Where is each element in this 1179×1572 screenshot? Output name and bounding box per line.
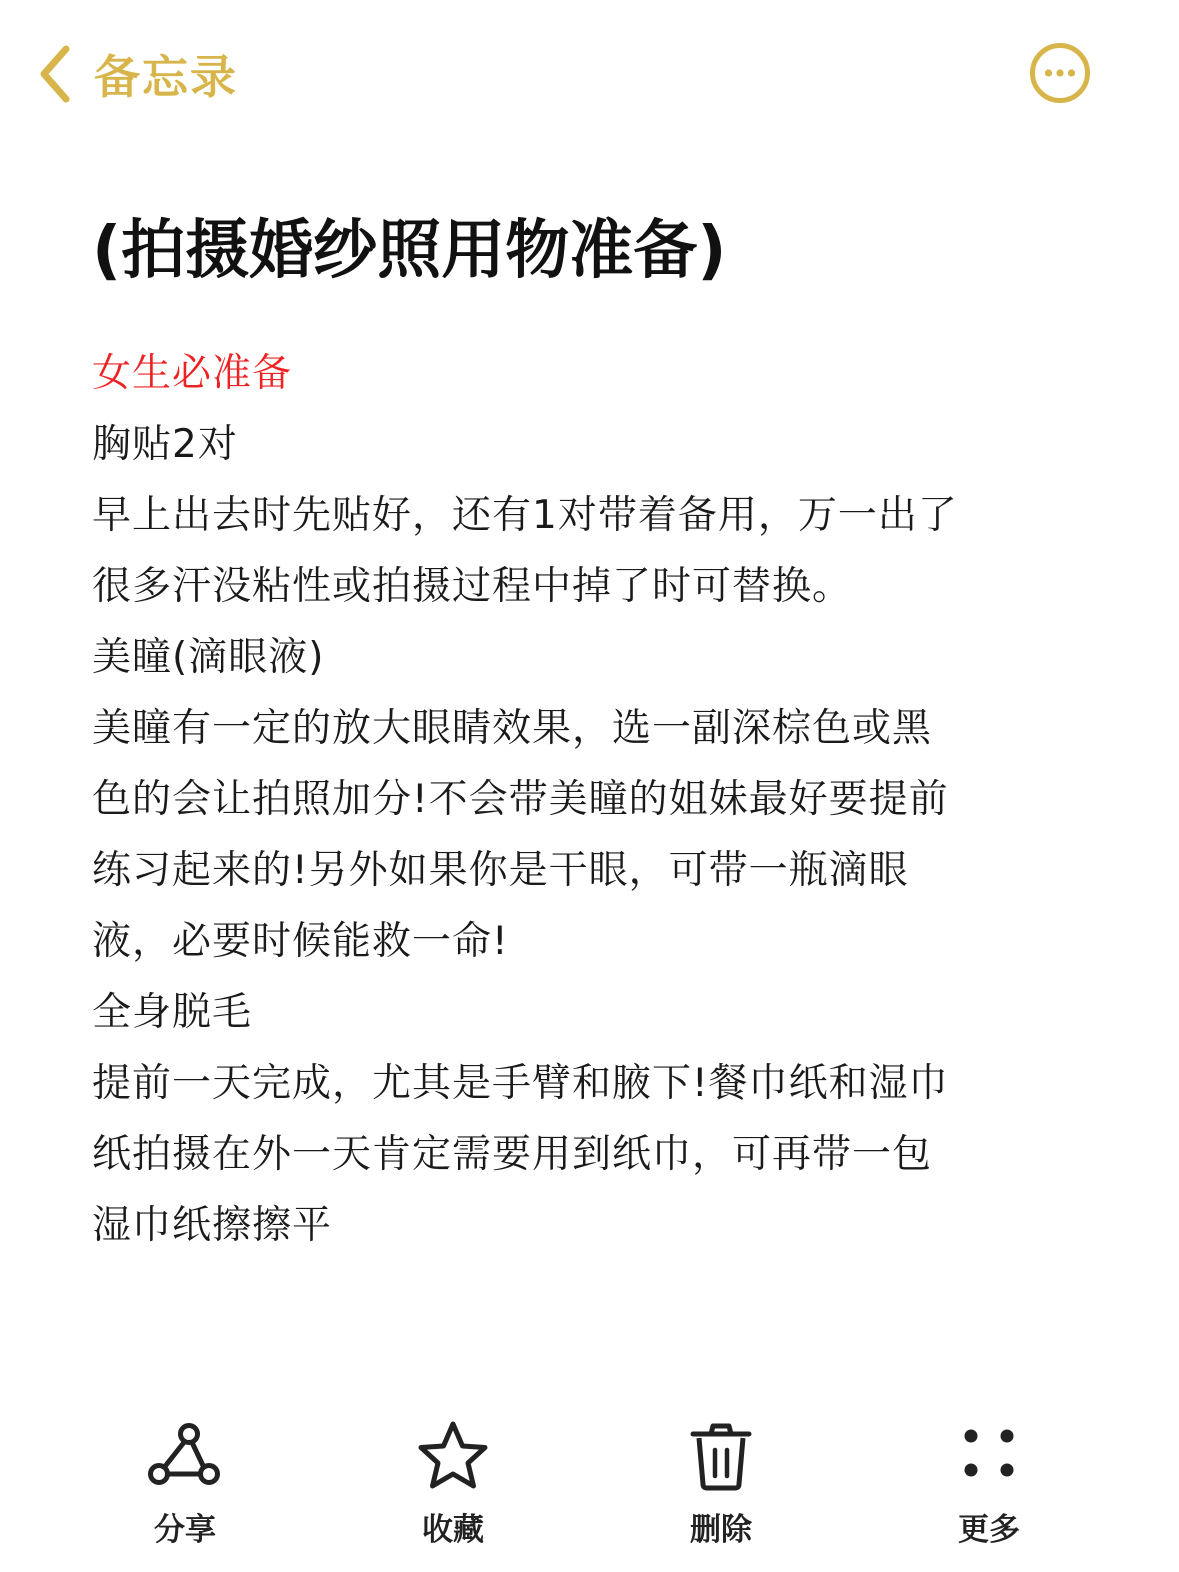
more-horizontal-circle-icon <box>1029 89 1091 108</box>
note-title: (拍摄婚纱照用物准备) <box>92 214 727 288</box>
more-label: 更多 <box>958 1512 1020 1548</box>
favorite-button[interactable] <box>373 1420 533 1549</box>
navigation-bar <box>0 0 1179 150</box>
star-icon <box>413 1420 493 1492</box>
note-line: 早上出去时先贴好，还有1对带着备用，万一出了 <box>92 493 958 538</box>
note-line: 胸贴2对 <box>92 422 238 467</box>
note-line: 色的会让拍照加分!不会带美瞳的姐妹最好要提前 <box>92 777 949 822</box>
more-dots-icon <box>949 1420 1029 1492</box>
bottom-toolbar <box>0 1420 1179 1560</box>
note-line: 湿巾纸擦擦平 <box>92 1203 333 1248</box>
more-button[interactable] <box>909 1420 1069 1549</box>
back-label: 备忘录 <box>94 50 238 104</box>
trash-icon <box>681 1420 761 1492</box>
favorite-label: 收藏 <box>422 1512 484 1548</box>
chevron-left-icon <box>38 45 72 103</box>
note-line: 练习起来的!另外如果你是干眼，可带一瓶滴眼 <box>92 848 909 893</box>
note-line: 美瞳有一定的放大眼睛效果，选一副深棕色或黑 <box>92 706 933 751</box>
section-heading: 女生必准备 <box>92 351 293 396</box>
note-line: 液，必要时候能救一命! <box>92 919 509 964</box>
back-button[interactable] <box>38 38 238 110</box>
more-options-button[interactable] <box>1029 42 1091 104</box>
delete-button[interactable] <box>641 1420 801 1549</box>
note-line: 全身脱毛 <box>92 990 253 1035</box>
note-line: 提前一天完成，尤其是手臂和腋下!餐巾纸和湿巾 <box>92 1061 949 1106</box>
note-line: 美瞳(滴眼液) <box>92 635 325 680</box>
note-content[interactable] <box>92 206 1052 1261</box>
note-line: 很多汗没粘性或拍摄过程中掉了时可替换。 <box>92 564 853 609</box>
share-icon <box>145 1420 225 1492</box>
share-label: 分享 <box>154 1512 216 1548</box>
delete-label: 删除 <box>690 1512 752 1548</box>
note-line: 纸拍摄在外一天肯定需要用到纸巾，可再带一包 <box>92 1132 933 1177</box>
share-button[interactable] <box>105 1420 265 1549</box>
